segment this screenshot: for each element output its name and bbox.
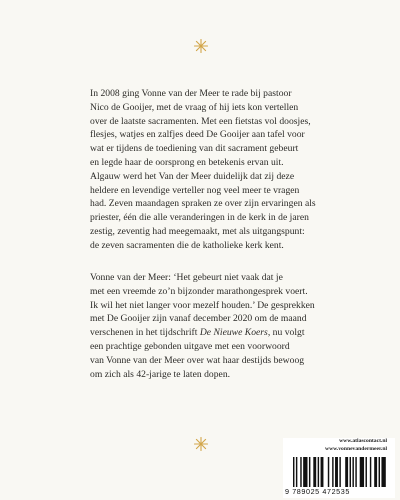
text-line: over de laatste sacramenten. Met een fietstas vol doosjes, <box>90 115 311 127</box>
text-line: flesjes, watjes en zalfjes deed De Gooijer aan tafel voor <box>90 129 305 141</box>
text-line: de zeven sacramenten die de katholieke kerk kent. <box>90 239 284 251</box>
text-line: In 2008 ging Vonne van der Meer te rade bij pastoor <box>90 88 292 99</box>
text-line: van Vonne van der Meer over wat haar destijds bewoog <box>90 354 305 366</box>
isbn-digits: 9 789025 472535 <box>285 487 350 496</box>
text-segment: , nu volgt <box>267 327 305 339</box>
barcode-bar <box>381 457 385 487</box>
publisher-url: www.atlascontact.nl <box>339 438 387 444</box>
text-line: met een vreemde zo’n bijzonder marathongesprek voert. <box>90 285 308 297</box>
author-url: www.vonnevandermeer.nl <box>325 446 387 452</box>
text-line: Algauw werd het Van der Meer duidelijk dat zij deze <box>90 170 295 182</box>
barcode-bar <box>332 457 333 487</box>
magazine-title: De Nieuwe Koers <box>199 327 268 339</box>
barcode <box>291 457 387 487</box>
barcode-bar <box>360 457 364 487</box>
text-line: een prachtige gebonden uitgave met een voorwoord <box>90 340 290 352</box>
blurb-paragraph-2 <box>90 271 350 381</box>
barcode-bar <box>379 457 380 487</box>
text-line: heldere en levendige verteller nog veel meer te vragen <box>90 184 300 196</box>
text-line: zestig, zeventig had meegemaakt, met als uitgangspunt: <box>90 225 305 237</box>
barcode-bar <box>293 457 294 487</box>
barcode-bar <box>355 457 356 487</box>
barcode-bar <box>321 457 324 487</box>
text-line: priester, één die alle veranderingen in de kerk in de jaren <box>90 212 309 224</box>
text-line <box>90 326 350 340</box>
text-segment: verschenen in het tijdschrift <box>90 327 200 339</box>
barcode-bar <box>350 457 351 487</box>
barcode-bar <box>352 457 353 487</box>
star-ornament-icon <box>194 437 208 451</box>
barcode-bar <box>374 457 377 487</box>
text-line: Nico de Gooijer, met de vraag of hij iets kon vertellen <box>90 101 299 113</box>
text-line: en legde haar de oorsprong en betekenis ervan uit. <box>90 156 284 168</box>
text-line: wat er tijdens de toediening van dit sacrament gebeurt <box>90 143 299 155</box>
star-ornament-icon <box>194 39 208 53</box>
barcode-bar <box>345 457 348 487</box>
barcode-bar <box>313 457 316 487</box>
barcode-bar <box>296 457 297 487</box>
barcode-bar <box>309 457 310 487</box>
text-line: om zich als 42-jarige te laten dopen. <box>90 368 231 380</box>
barcode-bar <box>328 457 329 487</box>
text-line: Vonne van der Meer: ‘Het gebeurt niet vaak dat je <box>90 272 283 283</box>
text-line: met De Gooijer zijn vanaf december 2020 om de maand <box>90 313 307 325</box>
barcode-panel <box>283 438 395 498</box>
barcode-bar <box>366 457 367 487</box>
blurb-paragraph-1 <box>90 87 350 253</box>
text-line: Ik wil het niet langer voor mezelf houden.’ De gesprekken <box>90 299 315 311</box>
barcode-bar <box>335 457 338 487</box>
text-line: had. Zeven maandagen spraken ze over zijn ervaringen als <box>90 198 316 210</box>
barcode-bar <box>339 457 340 487</box>
barcode-bar <box>300 457 301 487</box>
barcode-bar <box>303 457 307 487</box>
barcode-bar <box>318 457 319 487</box>
barcode-bar <box>370 457 371 487</box>
